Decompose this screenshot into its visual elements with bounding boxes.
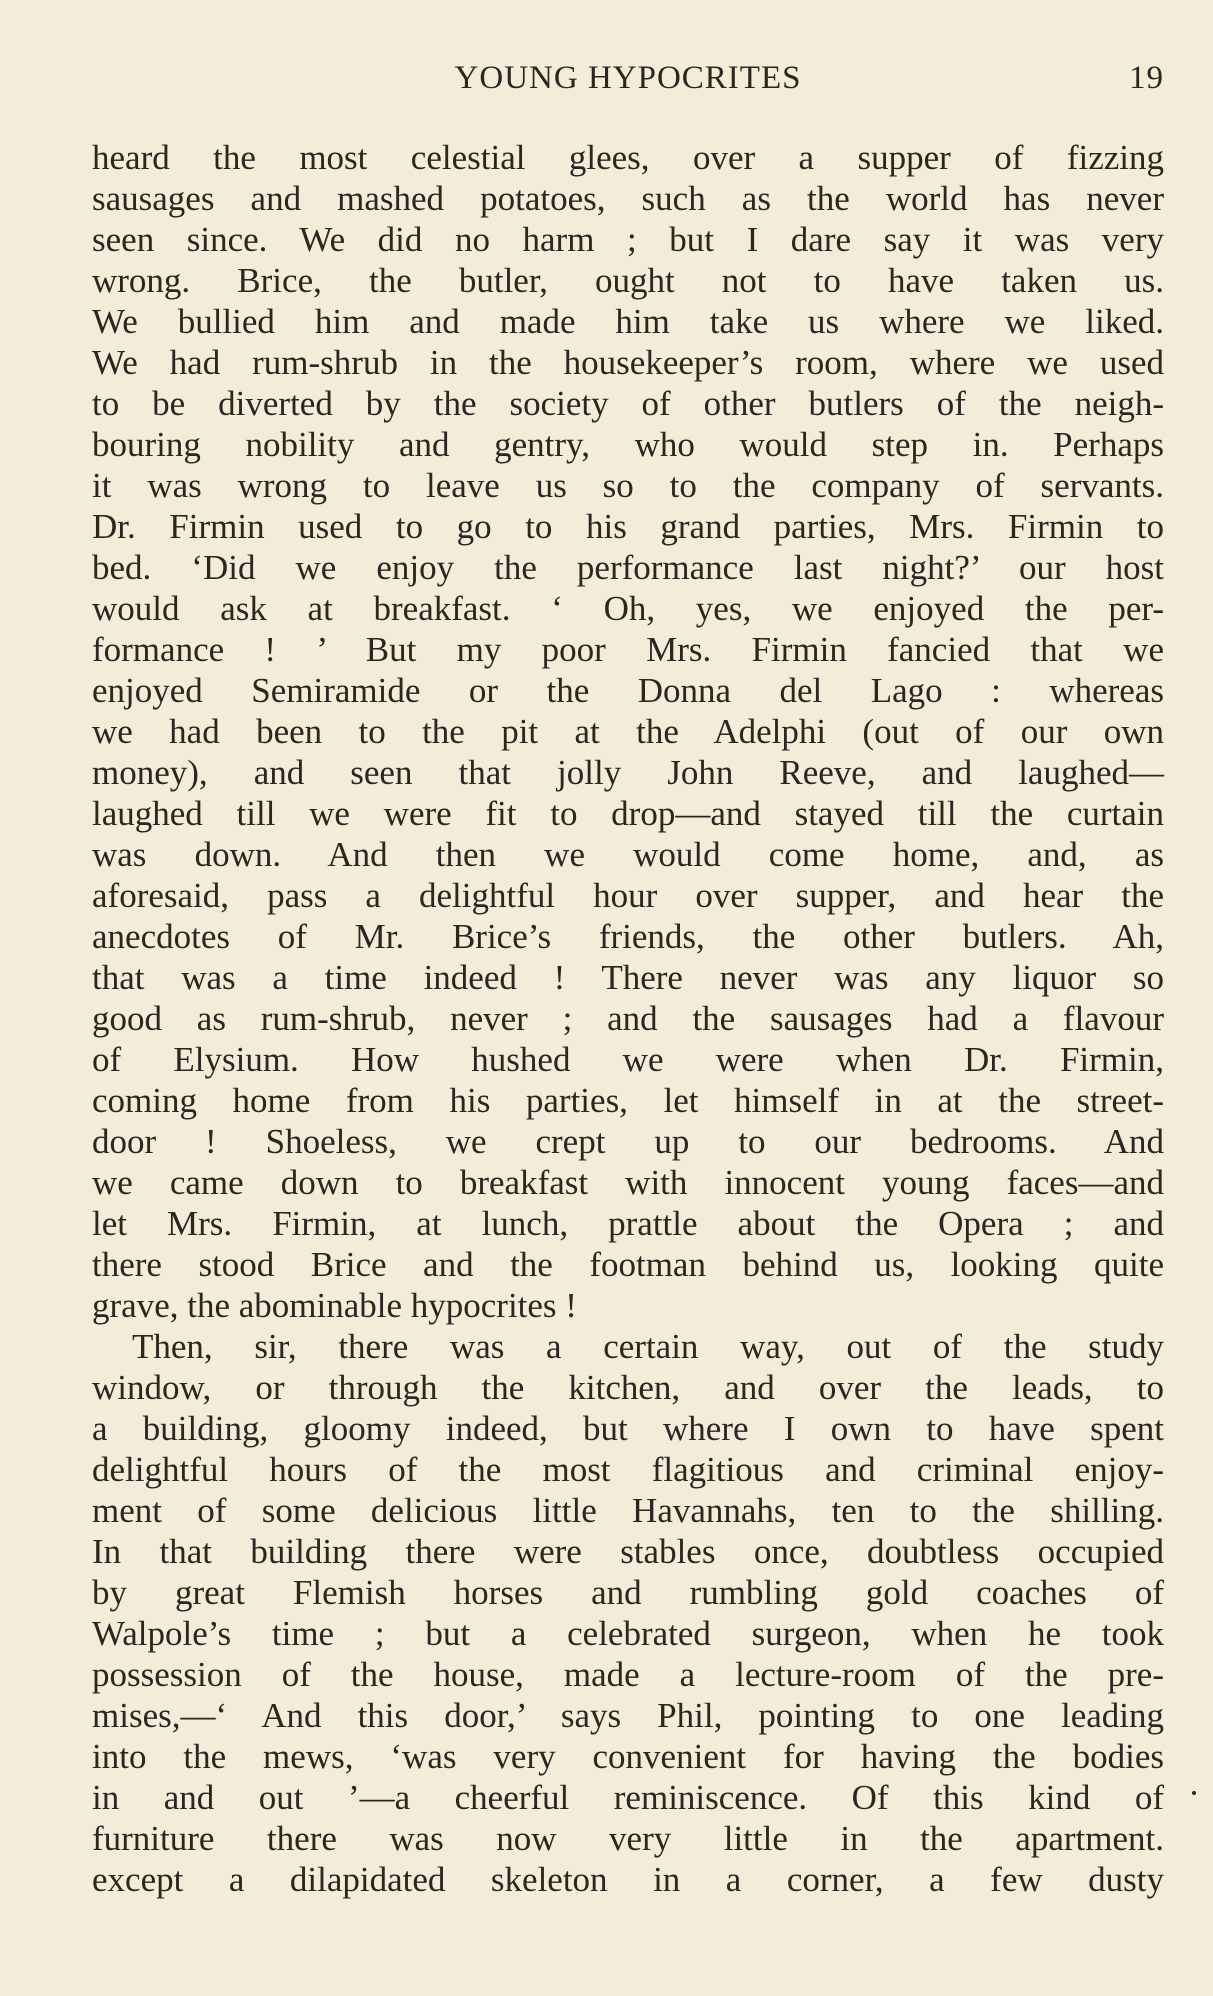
text-line: laughed till we were fit to drop—and stayed till the curtain bbox=[92, 794, 1164, 833]
text-line: good as rum-shrub, never ; and the sausages had a flavour bbox=[92, 999, 1164, 1038]
text-line: let Mrs. Firmin, at lunch, prattle about the Opera ; and bbox=[92, 1204, 1164, 1243]
text-line: aforesaid, pass a delightful hour over supper, and hear the bbox=[92, 876, 1164, 915]
text-line: In that building there were stables once, doubtless occupied bbox=[92, 1532, 1164, 1571]
text-line: furniture there was now very little in the apartment. bbox=[92, 1819, 1164, 1858]
text-line: by great Flemish horses and rumbling gold coaches of bbox=[92, 1573, 1164, 1612]
text-line: in and out ’—a cheerful reminiscence. Of this kind of bbox=[92, 1778, 1164, 1817]
text-line: mises,—‘ And this door,’ says Phil, pointing to one leading bbox=[92, 1696, 1164, 1735]
text-line: wrong. Brice, the butler, ought not to have taken us. bbox=[92, 261, 1164, 300]
text-line: Then, sir, there was a certain way, out of the study bbox=[132, 1327, 1164, 1366]
text-line: to be diverted by the society of other butlers of the neigh- bbox=[92, 384, 1164, 423]
text-line: coming home from his parties, let himself in at the street- bbox=[92, 1081, 1164, 1120]
text-line: except a dilapidated skeleton in a corner, a few dusty bbox=[92, 1860, 1164, 1899]
text-line: formance ! ’ But my poor Mrs. Firmin fancied that we bbox=[92, 630, 1164, 669]
text-line: bouring nobility and gentry, who would step in. Perhaps bbox=[92, 425, 1164, 464]
text-line: that was a time indeed ! There never was any liquor so bbox=[92, 958, 1164, 997]
text-line: would ask at breakfast. ‘ Oh, yes, we enjoyed the per- bbox=[92, 589, 1164, 628]
text-line: We bullied him and made him take us where we liked. bbox=[92, 302, 1164, 341]
text-line: seen since. We did no harm ; but I dare say it was very bbox=[92, 220, 1164, 259]
body-text bbox=[92, 137, 1164, 1900]
text-line: window, or through the kitchen, and over the leads, to bbox=[92, 1368, 1164, 1407]
text-line: possession of the house, made a lecture-room of the pre- bbox=[92, 1655, 1164, 1694]
page-number: 19 bbox=[1129, 60, 1164, 96]
text-line: a building, gloomy indeed, but where I own to have spent bbox=[92, 1409, 1164, 1448]
text-line: money), and seen that jolly John Reeve, and laughed— bbox=[92, 753, 1164, 792]
text-line: delightful hours of the most flagitious and criminal enjoy- bbox=[92, 1450, 1164, 1489]
page-header bbox=[92, 58, 1164, 108]
text-line: enjoyed Semiramide or the Donna del Lago : whereas bbox=[92, 671, 1164, 710]
text-line: sausages and mashed potatoes, such as the world has never bbox=[92, 179, 1164, 218]
text-line: Dr. Firmin used to go to his grand parties, Mrs. Firmin to bbox=[92, 507, 1164, 546]
text-line: grave, the abominable hypocrites ! bbox=[92, 1286, 577, 1325]
text-line: we came down to breakfast with innocent young faces—and bbox=[92, 1163, 1164, 1202]
text-line: bed. ‘Did we enjoy the performance last night?’ our host bbox=[92, 548, 1164, 587]
text-line: there stood Brice and the footman behind us, looking quite bbox=[92, 1245, 1164, 1284]
text-line: into the mews, ‘was very convenient for having the bodies bbox=[92, 1737, 1164, 1776]
text-line: anecdotes of Mr. Brice’s friends, the other butlers. Ah, bbox=[92, 917, 1164, 956]
running-title: YOUNG HYPOCRITES bbox=[454, 60, 802, 96]
text-line: We had rum-shrub in the housekeeper’s room, where we used bbox=[92, 343, 1164, 382]
text-line: heard the most celestial glees, over a supper of fizzing bbox=[92, 138, 1164, 177]
marginal-dot bbox=[1192, 1791, 1196, 1795]
text-line: ment of some delicious little Havannahs, ten to the shilling. bbox=[92, 1491, 1164, 1530]
text-line: of Elysium. How hushed we were when Dr. Firmin, bbox=[92, 1040, 1164, 1079]
text-line: we had been to the pit at the Adelphi (out of our own bbox=[92, 712, 1164, 751]
text-line: was down. And then we would come home, and, as bbox=[92, 835, 1164, 874]
text-line: door ! Shoeless, we crept up to our bedrooms. And bbox=[92, 1122, 1164, 1161]
text-line: Walpole’s time ; but a celebrated surgeon, when he took bbox=[92, 1614, 1164, 1653]
text-line: it was wrong to leave us so to the company of servants. bbox=[92, 466, 1164, 505]
